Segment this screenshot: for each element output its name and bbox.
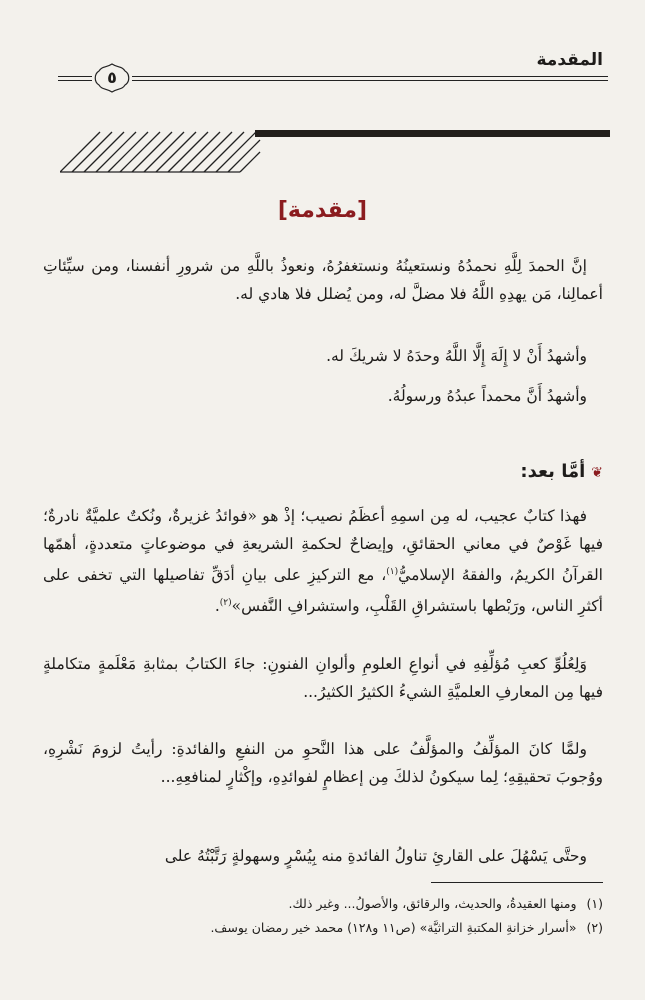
paragraph-book-description [43,502,603,620]
paragraph-opening: إنَّ الحمدَ لِلَّهِ نحمدُهُ ونستعينُهُ ونستغفرُهُ، ونعوذُ باللَّهِ من شرورِ أنفسنا، ومن سيِّئاتِ أعمالِنا، مَن يهدِهِ اللَّهُ فلا مضلَّ له، ومن يُضلل فلا هادي له. [43,257,603,303]
footnote-2 [43,916,603,940]
footnote-ref-1[interactable]: (١) [386,567,399,577]
paragraph-publication-reason: ولمَّا كانَ المؤلِّفُ والمؤلَّفُ على هذا النَّحوِ من النفعِ والفائدةِ: رأيتُ لزومَ نَشْرِهِ، ووُجوبَ تحقيقِهِ؛ لِما سيكونُ لذلكَ مِن إعظامٍ لفوائدِهِ، وإكْثارٍ لمنافعِهِ... [43,740,603,786]
footnote-2-number: (٢) [586,920,603,935]
footnote-ref-2[interactable]: (٢) [219,598,232,609]
paragraph-book-description-part2: ، مع التركيزِ على بيانِ أدَقِّ تفاصيلها التي تخفى على أكثرِ الناس، ورَبْطها باستشراقِ القَلْبِ، واستشرافِ النَّفس» [43,566,603,616]
footnotes [43,892,603,940]
subheading [520,461,603,482]
paragraph-arrangement: وحتَّى يَسْهُلَ على القارئِ تناولُ الفائدةِ منه بِيُسْرٍ وسهولةٍ رَتَّبْتُهُ على [164,847,587,865]
running-title: المقدمة [536,50,603,70]
paragraph-shahada-2: وأشهدُ أَنَّ محمداً عبدُهُ ورسولُهُ. [387,387,587,405]
header-rule [58,76,608,81]
footnote-1-number: (١) [586,896,603,911]
footnote-1-text: ومنها العقيدةُ، والحديث، والرقائق، والأصولُ... وغير ذلك. [288,896,577,911]
paragraph-book-description-end: . [214,597,220,616]
footnote-rule [431,882,603,883]
decorative-header-band-icon [60,120,610,176]
page-number: ٥ [107,68,117,87]
section-title: [مقدمة] [277,198,368,223]
paragraph-shahada-1: وأشهدُ أَنْ لا إِلَهَ إِلَّا اللَّهُ وحدَهُ لا شريكَ له. [326,347,587,365]
paragraph-author-merit: وَلِعُلُوِّ كعبِ مُؤلِّفِهِ في أنواعِ العلومِ وألوانِ الفنونِ: جاءَ الكتابُ بمثابةِ مَعْلَمةٍ متكاملةٍ فيها مِن المعارفِ العلميَّةِ الشيءُ الكثيرُ الكثيرُ... [43,655,603,701]
subheading-label: أمَّا بعد: [520,461,586,482]
footnote-2-text: «أسرار خزانةِ المكتبةِ التراثيَّة» (ص١١ و١٢٨) محمد خير رمضان يوسف. [210,920,577,935]
leaf-ornament-icon: ❦ [591,465,603,481]
paragraph-book-description-part1: فهذا كتابٌ عجيب، له مِن اسمِهِ أعظَمُ نصيب؛ إذْ هو «فوائدُ غزيرةٌ، ونُكتٌ علميَّةٌ نادرةٌ؛ فيها غَوْصٌ في معاني الحقائقِ، وإيضاحٌ لحكمةِ الشريعةِ في موضوعاتٍ متعددةٍ، أهمّها القرآنُ الكريمُ، والفقهُ الإسلاميُّ [43,507,603,585]
footnote-1 [43,892,603,916]
